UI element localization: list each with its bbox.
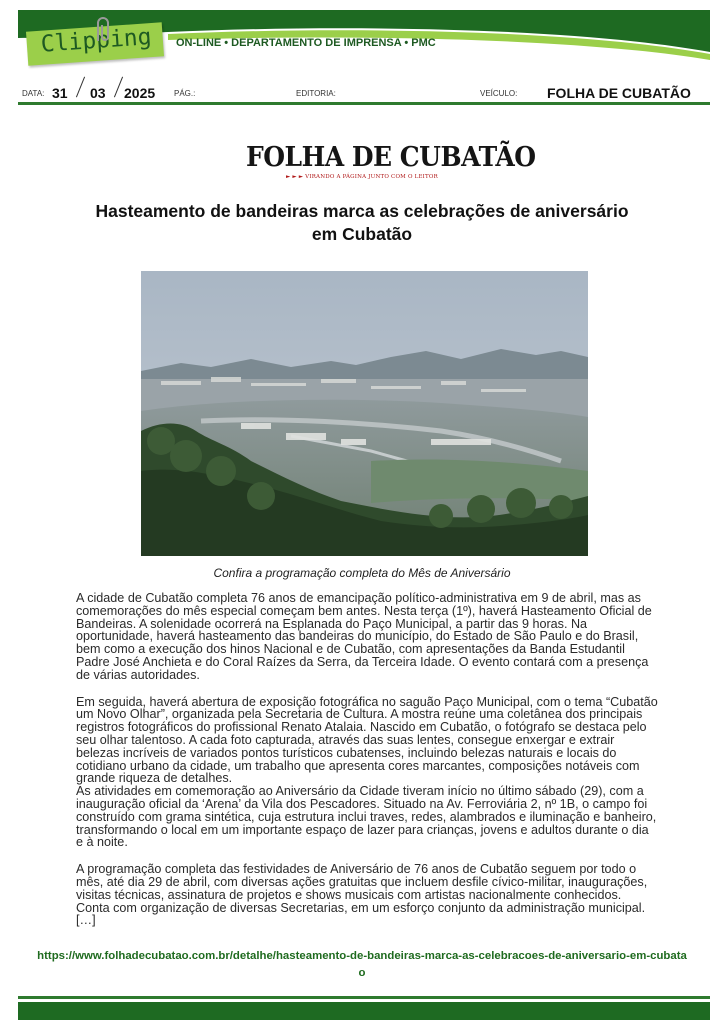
clipping-brand: Clipping [40,24,153,58]
source-link[interactable]: https://www.folhadecubatao.com.br/detalhe/hasteamento-de-bandeiras-marca-as-celebracoes-de-aniversario-em-cubatao [37,950,687,979]
meta-row [22,84,710,104]
article-paragraph: A programação completa das festividades de Aniversário de 76 anos de Cubatão seguem por todo o mês, até dia 29 de abril, com diversas ações gratuitas que incluem desfile cívico-militar, inaugurações, visitas técnicas, assinatura de projetos e shows musicais com artistas nacionalmente conhecidos. Conta com organização de diversas Secretarias, em um esforço conjunto da administração municipal. […] [76,862,648,928]
date-month: 03 [90,85,106,101]
article-paragraph: As atividades em comemoração ao Aniversário da Cidade tiveram início no último sábado (29), com a inauguração oficial da ‘Arena’ da Vila dos Pescadores. Situado na Av. Ferroviária 2, nº 1B, o campo foi construído com grama sintética, cuja estrutura inclui traves, redes, alambrados e iluminação e banheiro, transformando o local em um importante espaço de lazer para crianças, jovens e adultos durante o dia e à noite. [76,784,657,850]
page-label: PÁG.: [174,89,196,98]
article-paragraph: A cidade de Cubatão completa 76 anos de emancipação político-administrativa em 9 de abril, mas as comemorações do mês especial começam bem antes. Nesta terça (1º), haverá Hasteamento Oficial de Bandeiras. A solenidade ocorrerá na Esplanada do Paço Municipal, a partir das 9 horas. Na oportunidade, haverá hasteamento das bandeiras do município, do Estado de São Paulo e do Brasil, bem como a execução dos hinos Nacional e de Cubatão, com apresentações da Banda Estudantil Padre José Anchieta e do Coral Raízes da Serra, da Terceira Idade. O evento contará com a presença de várias autoridades. [76,591,652,682]
editoria-label: EDITORIA: [296,89,336,98]
footer-band [18,1002,710,1020]
article-title: Hasteamento de bandeiras marca as celebrações de aniversário em Cubatão [95,201,629,244]
date-separator [114,77,123,98]
date-label: DATA: [22,89,45,98]
date-day: 31 [52,85,68,101]
logo-tagline: ► ► ► VIRANDO A PÁGINA JUNTO COM O LEITOR [286,174,438,180]
date-separator [76,77,85,98]
date-year: 2025 [124,85,156,101]
veiculo-label: VEÍCULO: [480,89,518,98]
newspaper-logo [246,140,536,187]
footer-divider [18,996,710,999]
article-paragraph: Em seguida, haverá abertura de exposição fotográfica no saguão Paço Municipal, com o tema “Cubatão um Novo Olhar”, organizada pela Secretaria de Cultura. A mostra reúne uma coletânea dos principais registros fotográficos do profissional Renato Atalaia. Nascido em Cubatão, o fotógrafo se destaca pelo seu olhar talentoso. A cada foto capturada, através das suas lentes, consegue enxergar e extrair belezas incríveis de variados pontos turísticos cubatenses, incluindo belezas naturais e locais do cotidiano urbano da cidade, um trabalho que apresenta cores marcantes, composições notáveis com grande riqueza de detalhes. [76,694,658,786]
article-photo [141,271,588,556]
meta-divider [18,102,710,105]
logo-name: FOLHA DE CUBATÃO [246,140,536,173]
paperclip-icon [92,17,114,43]
header-subtitle: ON-LINE • DEPARTAMENTO DE IMPRENSA • PMC [176,37,436,49]
veiculo-value: FOLHA DE CUBATÃO [547,85,691,101]
photo-caption: Confira a programação completa do Mês de Aniversário [213,566,511,580]
article-body [76,592,658,927]
